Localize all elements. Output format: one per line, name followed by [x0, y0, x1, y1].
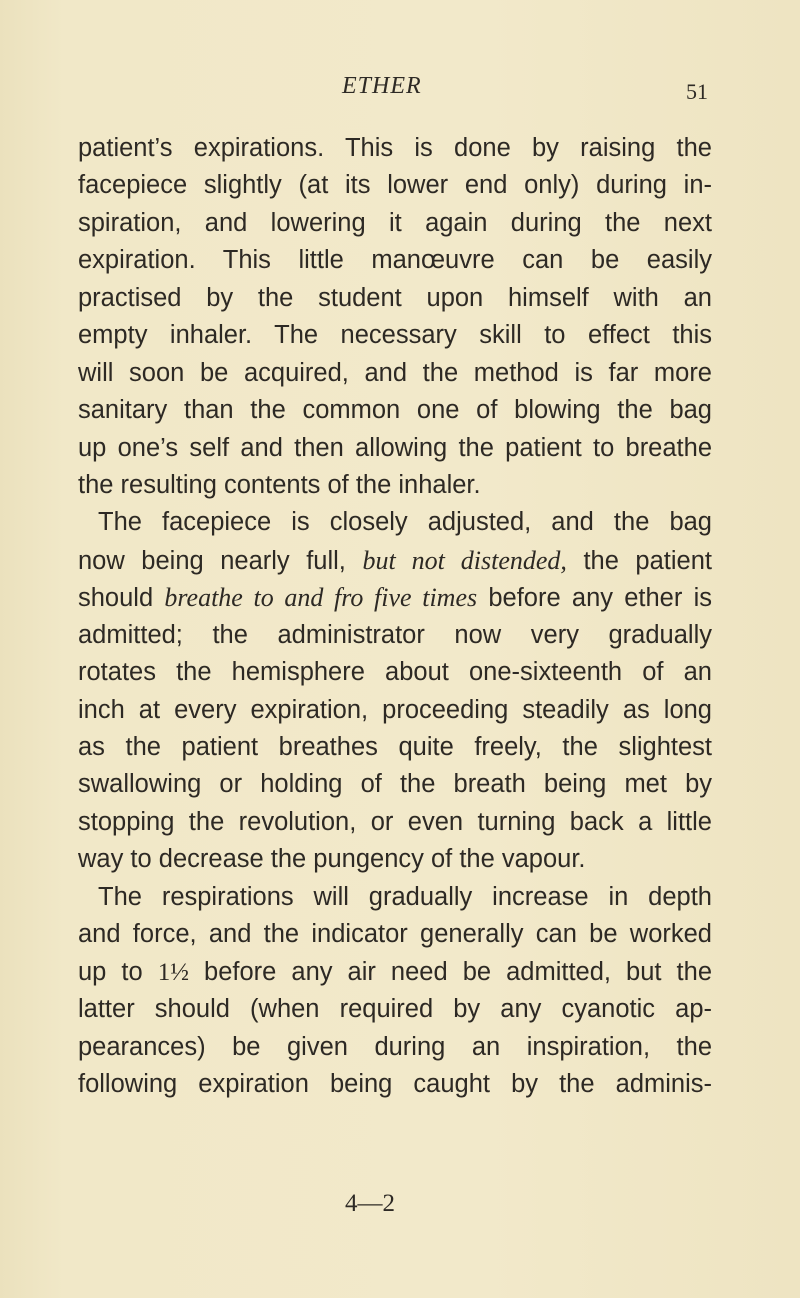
text-line: will soon be acquired, and the method is far more	[78, 358, 712, 387]
text-line: now being nearly full, but not distended, the patient	[78, 545, 712, 575]
text-line: should breathe to and fro five times before any ether is	[78, 583, 713, 613]
text-line: and force, and the indicator generally can be worked	[78, 920, 712, 949]
text-line: way to decrease the pungency of the vapour.	[78, 845, 586, 874]
italic-emphasis: but not distended,	[362, 545, 567, 575]
text-line: The facepiece is closely adjusted, and the bag	[98, 508, 712, 537]
fraction-value: 1½	[157, 958, 189, 986]
text-line: practised by the student upon himself with an	[78, 283, 712, 312]
text-line: empty inhaler. The necessary skill to effect this	[78, 321, 712, 350]
text-line: latter should (when required by any cyanotic ap-	[78, 995, 712, 1024]
page-header	[0, 72, 800, 102]
text-line: spiration, and lowering it again during the next	[78, 208, 712, 237]
text-line: up one’s self and then allowing the patient to breathe	[78, 433, 712, 462]
text-line: rotates the hemisphere about one-sixteenth of an	[78, 658, 712, 687]
text-line: the resulting contents of the inhaler.	[78, 470, 481, 499]
text-line: inch at every expiration, proceeding steadily as long	[78, 695, 712, 724]
text-line: as the patient breathes quite freely, the slightest	[78, 733, 712, 761]
text-line: following expiration being caught by the adminis-	[78, 1069, 712, 1098]
page-number: 51	[686, 79, 708, 104]
signature-mark: 4—2	[345, 1190, 395, 1217]
text-line: admitted; the administrator now very gradually	[78, 620, 712, 649]
text-line: expiration. This little manœuvre can be easily	[78, 246, 712, 275]
text-line: sanitary than the common one of blowing the bag	[78, 396, 712, 425]
body-text	[78, 130, 712, 1103]
text-line: up to 1½ before any air need be admitted, but the	[78, 957, 712, 986]
text-line: facepiece slightly (at its lower end only) during in-	[78, 171, 712, 200]
text-line: patient’s expirations. This is done by raising the	[78, 134, 712, 162]
italic-emphasis: breathe to and fro five times	[164, 583, 478, 613]
text-line: The respirations will gradually increase in depth	[98, 882, 712, 911]
text-line: swallowing or holding of the breath being met by	[78, 770, 712, 799]
running-title: ETHER	[342, 73, 422, 99]
text-line: pearances) be given during an inspiration, the	[78, 1032, 712, 1061]
text-line: stopping the revolution, or even turning back a little	[78, 807, 712, 836]
